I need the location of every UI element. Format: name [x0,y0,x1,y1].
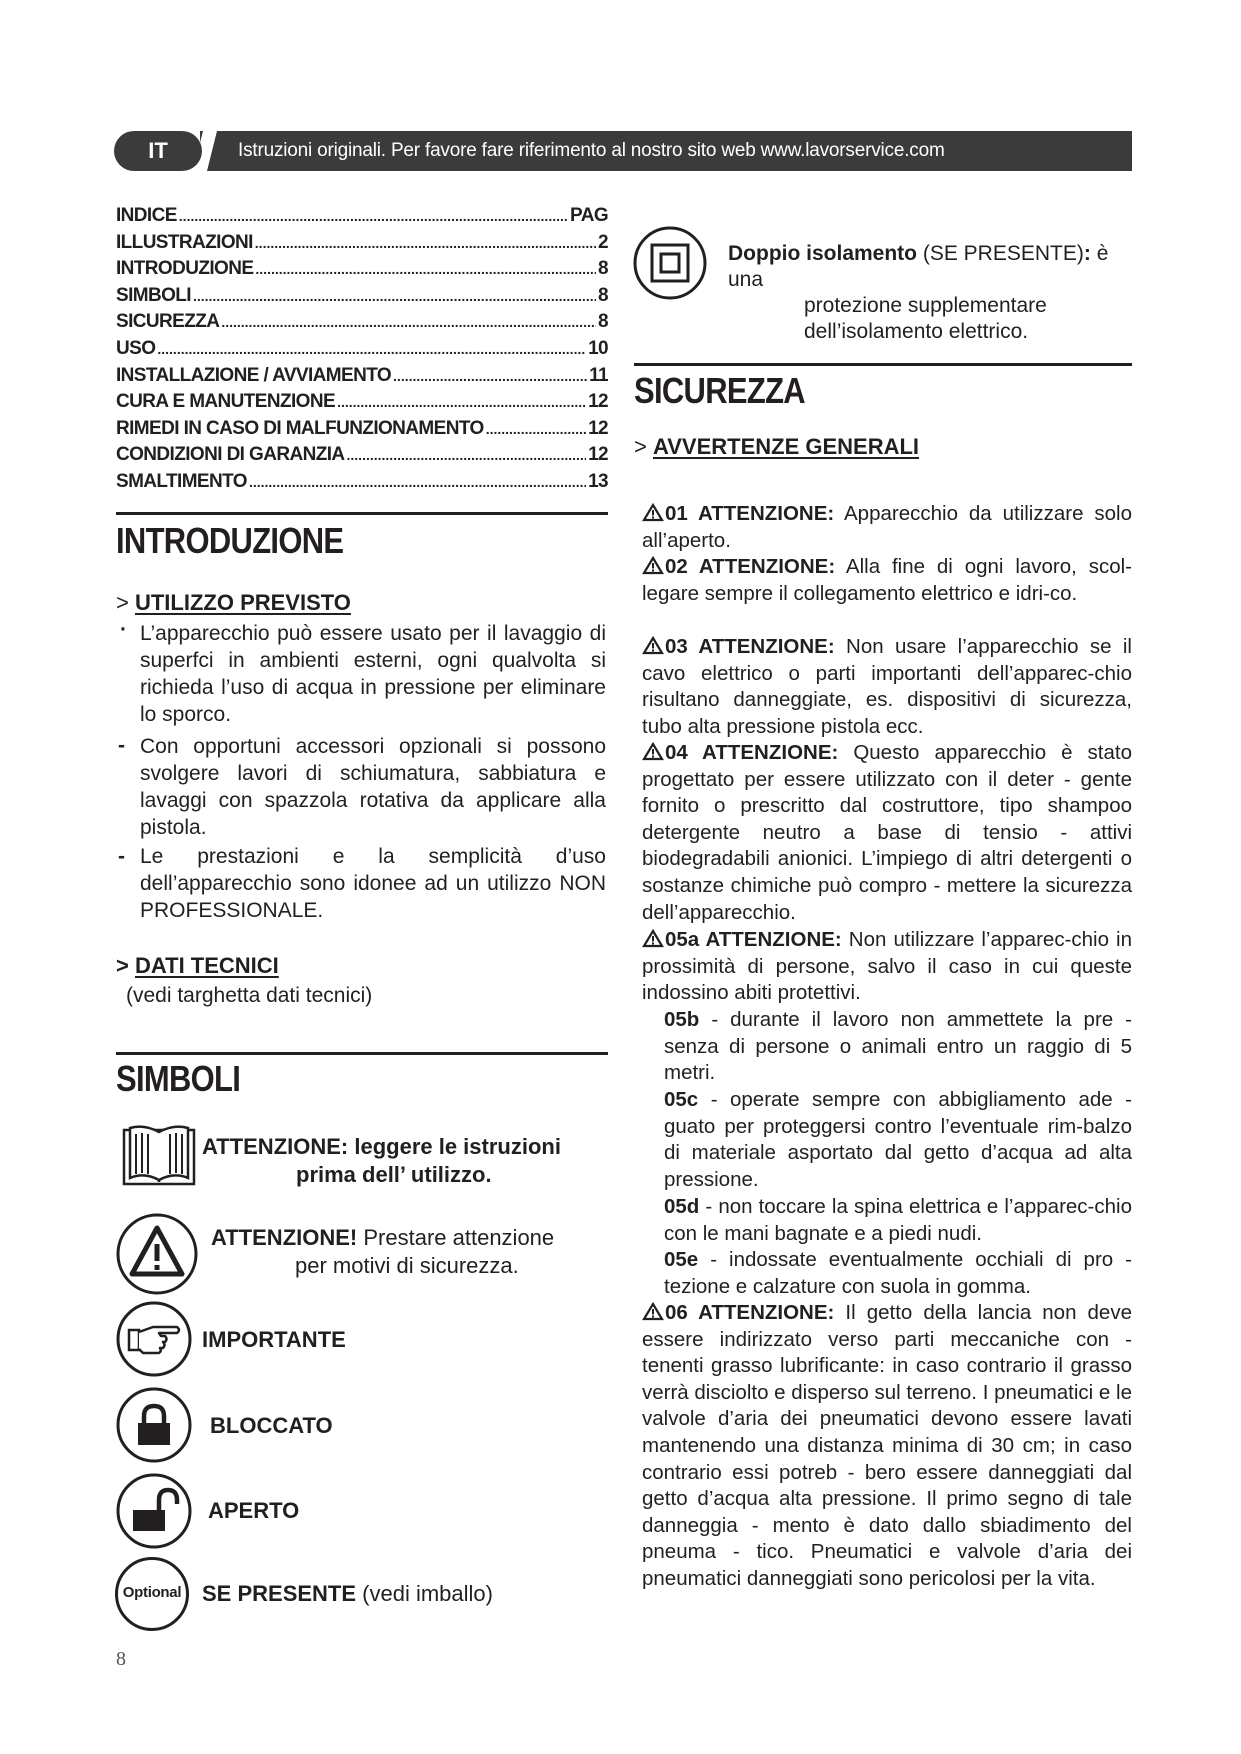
toc-leader-dots [193,288,596,304]
toc-row [116,258,608,285]
double-insulation-line2: protezione supplementare [804,294,1047,317]
use-heading [116,590,351,616]
warning-05a-text: Non utilizzare l’apparec-chio in prossimità di persone, salvo il caso in cui queste indossino abiti protettivi. [642,928,1132,1005]
toc-leader-dots [255,235,596,251]
toc-row [116,418,608,445]
warning-05a [642,927,1132,1007]
lock-open-icon [115,1472,193,1550]
double-insulation-line3: dell’isolamento elettrico. [804,320,1029,343]
bullet-dash: - [118,845,125,868]
warning-06-text: Il getto della lancia non deve essere indirizzato verso parti meccaniche con - tenenti grasso lubrificante: in caso contrario il grasso verrà disciolto e disperso sul terreno. I pneumatici e le valvole d’aria dei pneumatici devono essere lavati mantenendo una distanza minima di 30 cm; in caso contrario essi potreb - bero essere danneggiati dal getto d’acqua alta pressione. Il primo segno di tale danneggia - mento è dato dallo sbiadimento del pneuma - tico. Pneumatici e valvole d’aria dei pneumatici danneggiati sono pericolosi per la vita. [642,1301,1132,1590]
important-label: IMPORTANTE [202,1327,346,1352]
toc-row [116,338,608,365]
toc-leader-dots [486,421,586,437]
toc-leader-dots [347,447,587,463]
toc-page: PAG [570,205,608,226]
toc-row [116,444,608,471]
warning-01-text: Apparecchio da utilizzare solo all’aperto. [642,502,1132,552]
warning-triangle-icon [642,556,664,575]
manual-book-icon [122,1124,196,1186]
toc-row [116,232,608,259]
toc-leader-dots [179,208,568,224]
warning-triangle-icon [642,1302,664,1321]
warning-02 [642,554,1132,607]
toc-label: ILLUSTRAZIONI [116,231,253,253]
warning-05e [642,1247,1132,1300]
toc-row [116,311,608,338]
warning-05e-text: - indossate eventualmente occhiali di pro - tezione e calzature con suola in gomma. [664,1248,1132,1298]
warning-03-label: 03 ATTENZIONE: [665,635,835,658]
bullet-dot: · [120,618,127,641]
toc-page: 12 [588,391,608,413]
warning-text [211,1224,631,1280]
open-label: APERTO [208,1498,300,1523]
toc-row [116,391,608,418]
read-manual-line1: ATTENZIONE: leggere le istruzioni [202,1134,561,1159]
warning-05b-label: 05b [664,1008,700,1031]
warning-04-label: 04 ATTENZIONE: [665,741,839,764]
warning-03-text: Non usare l’apparecchio se il cavo elettrico o parti importanti dell’apparec-chio risultano danneggiate, es. dispositivi di sicurezza, tubo alta pressione pistola ecc. [642,635,1132,738]
use-heading-text: UTILIZZO PREVISTO [134,590,351,615]
double-insulation-colon: : [1083,242,1091,265]
tech-text: (vedi targhetta dati tecnici) [126,984,373,1007]
double-insulation-rest1: (SE PRESENTE) [917,242,1084,265]
toc-row [116,285,608,312]
toc-page: 12 [588,417,608,439]
toc-label: INDICE [116,205,177,226]
bullet-dash: - [118,734,125,757]
toc-page: 2 [598,231,608,253]
tech-heading-text: DATI TECNICI [134,953,279,978]
toc-page: 8 [598,258,608,280]
table-of-contents [116,205,608,498]
toc-page: 8 [598,284,608,306]
toc-row [116,471,608,498]
double-insulation-rest2: è una [728,242,1109,291]
warning-01-label: 01 ATTENZIONE: [665,502,835,525]
header-text: Istruzioni originali. Per favore fare riferimento al nostro sito web www.lavorservice.com [238,140,945,161]
optional-bold: SE PRESENTE [202,1581,357,1606]
safety-rule [634,363,1132,366]
intro-title: INTRODUZIONE [116,520,344,561]
pointing-hand-icon [115,1300,193,1378]
chevron: > [634,434,647,459]
warning-05c-label: 05c [664,1088,699,1111]
locked-label: BLOCCATO [210,1413,333,1438]
warning-05c-text: - operate sempre con abbigliamento ade - guato per proteggersi contro l’eventuale rim-balzo di materiale asportato dal getto d’acqua ad alta pressione. [664,1088,1132,1191]
optional-badge-text: Optional [122,1584,182,1601]
symbols-title: SIMBOLI [116,1058,241,1099]
toc-leader-dots [249,474,586,490]
toc-label: CONDIZIONI DI GARANZIA [116,444,345,466]
general-heading [634,434,919,460]
tech-heading [116,953,279,979]
warning-05b-text: - durante il lavoro non ammettete la pre - senza di persone o animali entro un raggio di 5 metri. [664,1008,1132,1085]
toc-label: INSTALLAZIONE / AVVIAMENTO [116,364,392,386]
use-item-2: Con opportuni accessori opzionali si possono svolgere lavori di schiumatura, sabbiatura e lavaggi con spazzola rotativa da applicare alla pistola. [140,735,606,839]
chevron: > [116,590,129,615]
read-manual-text [202,1133,622,1189]
warning-05a-label: 05a ATTENZIONE: [665,928,842,951]
warning-02-text: Alla fine di ogni lavoro, scol-legare sempre il collegamento elettrico e idri-co. [642,555,1132,605]
read-manual-line2: prima dell’ utilizzo. [296,1162,492,1187]
toc-page: 11 [589,364,608,386]
warning-05b [642,1007,1132,1087]
use-item-3: Le prestazioni e la semplicità d’uso dell’apparecchio sono idonee ad un utilizzo NON PROFESSIONALE. [140,845,606,922]
toc-page: 13 [588,470,608,492]
toc-label: INTRODUZIONE [116,258,254,280]
toc-leader-dots [337,394,586,410]
warning-05e-label: 05e [664,1248,699,1271]
lock-closed-icon [115,1386,193,1464]
double-insulation-icon [632,225,708,301]
optional-rest: (vedi imballo) [356,1581,493,1606]
warning-triangle-icon [642,636,664,655]
toc-page: 12 [588,444,608,466]
warning-icon [115,1212,199,1296]
warning-bold: ATTENZIONE! [211,1225,358,1250]
toc-leader-dots [221,314,596,330]
warning-03 [642,634,1132,740]
use-item-1: L’apparecchio può essere usato per il lavaggio di superfci in ambienti esterni, ogni qualvolta si richieda l’uso di acqua in pressione per eliminare lo sporco. [140,622,606,726]
intro-rule [116,512,608,515]
warning-triangle-icon [642,929,664,948]
toc-label: RIMEDI IN CASO DI MALFUNZIONAMENTO [116,417,484,439]
toc-page: 10 [588,337,608,359]
page-number: 8 [116,1648,126,1670]
warning-05d-label: 05d [664,1195,700,1218]
warning-06 [642,1300,1132,1593]
toc-label: CURA E MANUTENZIONE [116,391,336,413]
safety-title: SICUREZZA [634,370,805,411]
warning-05c [642,1087,1132,1193]
warning-04-text: Questo apparecchio è stato progettato per essere utilizzato con il deter - gente fornito o prescritto dal costruttore, tipo shampoo detergente neutro a base di tensio - attivi biodegradabili anionici. L’impiego di altri detergenti o sostanze chimiche può compro - mettere la sicurezza dell’apparecchio. [642,741,1132,924]
toc-leader-dots [393,368,587,384]
toc-label: USO [116,337,156,359]
toc-leader-dots [157,341,586,357]
toc-label: SICUREZZA [116,311,220,333]
warning-06-label: 06 ATTENZIONE: [665,1301,835,1324]
double-insulation-text [728,241,1138,345]
warning-04 [642,740,1132,926]
chevron: > [116,953,129,978]
optional-text [202,1580,493,1608]
warning-02-label: 02 ATTENZIONE: [665,555,836,578]
warning-line2: per motivi di sicurezza. [295,1253,519,1278]
toc-leader-dots [255,261,596,277]
warning-05d [642,1194,1132,1247]
warning-05d-text: - non toccare la spina elettrica e l’apparec-chio con le mani bagnate e a piedi nudi. [664,1195,1132,1245]
toc-label: SMALTIMENTO [116,470,247,492]
language-badge: IT [114,131,202,171]
warning-01 [642,501,1132,554]
warning-triangle-icon [642,503,664,522]
general-heading-text: AVVERTENZE GENERALI [652,434,920,459]
toc-label: SIMBOLI [116,284,191,306]
symbols-rule [116,1052,608,1055]
double-insulation-bold: Doppio isolamento [728,242,917,265]
warning-rest: Prestare attenzione [357,1225,555,1250]
warning-triangle-icon [642,742,664,761]
toc-page: 8 [598,311,608,333]
toc-row [116,205,608,232]
toc-row [116,365,608,392]
